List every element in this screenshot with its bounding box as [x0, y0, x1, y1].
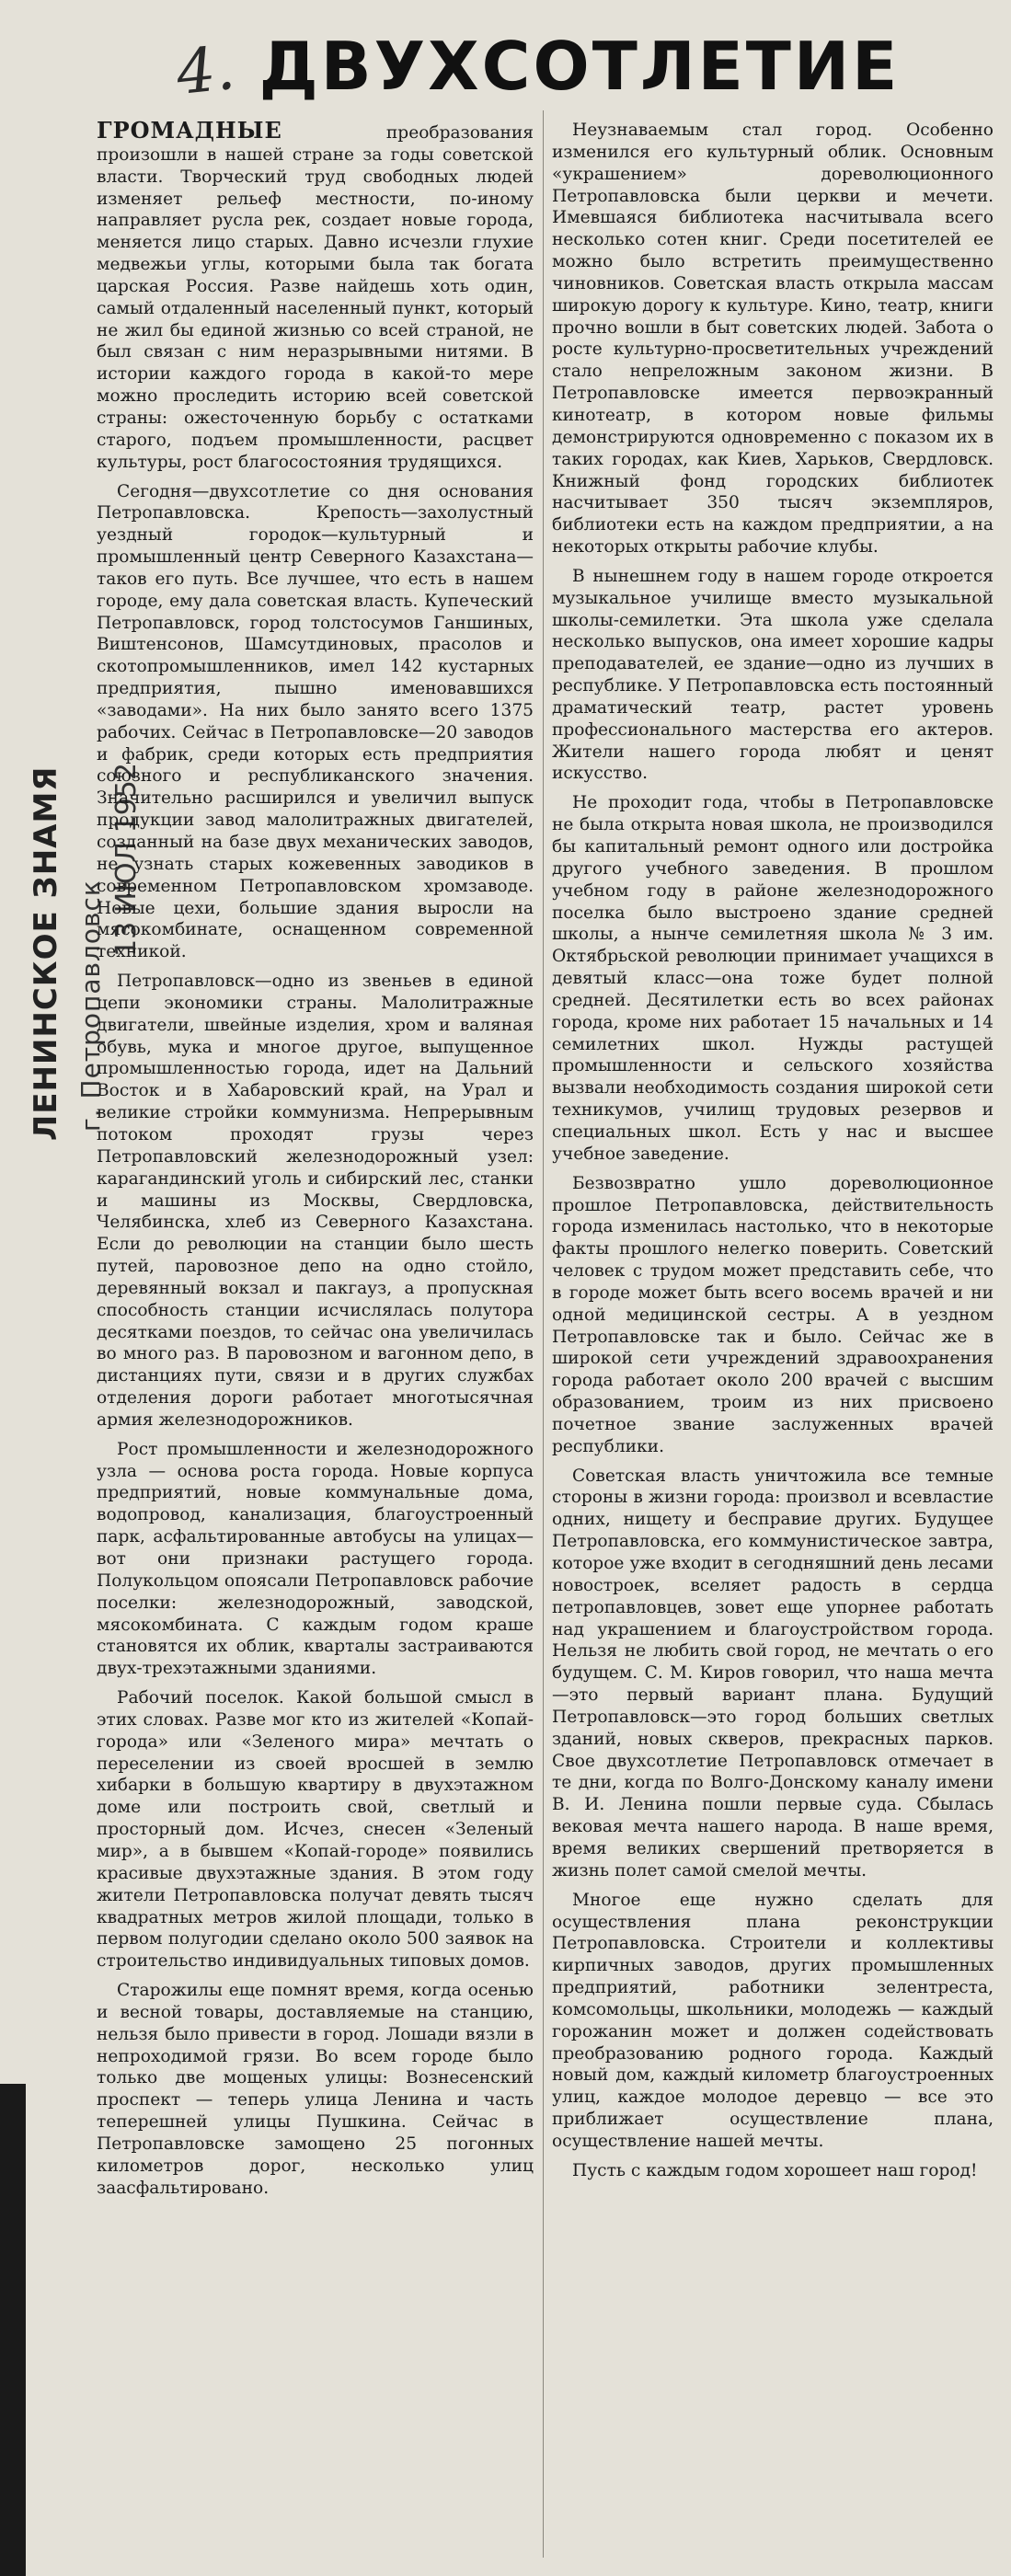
paragraph: Пусть с каждым годом хорошеет наш город!	[572, 2160, 978, 2180]
paragraph-text: преобразования произошли в нашей стране за годы советской власти. Творческий труд свободных людей изменяет рельеф местности, по-иному направляет русла рек, создает новые города, меняется лицо старых. Давно исчезли глухие медвежьи углы, которыми была так богата царская Россия. Разве найдешь хоть один, самый отдаленный населенный пункт, который не жил бы единой жизнью со всей страной, не был связан с ним неразрывными нитями. В истории каждого города в какой-то мере можно проследить историю всей советской страны: ожесточенную борьбу с остатками старого, подъем промышленности, расцвет культуры, рост благосостояния трудящихся.	[97, 123, 534, 472]
column-divider	[543, 110, 544, 2558]
article-column-left	[97, 117, 534, 2206]
stamp-date: 13 ИЮЛ 1952	[110, 763, 143, 957]
scan-edge-shadow	[0, 2084, 26, 2576]
paragraph: Не проходит года, чтобы в Петропавловске не была открыта новая школа, не производился бы капитальный ремонт одного или достройка другого учебного заведения. В прошлом учебном году в районе железнодорожного поселка было выстроено здание средней школы, а нынче семилетняя школа № 3 им. Октябрьской революции принимает учащихся в девятый класс—она тоже будет полной средней. Десятилетки есть во всех районах города, кроме них работает 15 начальных и 14 семилетних школ. Нужды растущей промышленности и сельского хозяйства вызвали необходимость создания широкой сети техникумов, училищ трудовых резервов и специальных школ. Есть у нас и высшее учебное заведение.	[552, 793, 994, 1164]
stamp-city: г. Петропавловск	[75, 880, 106, 1132]
article-column-right	[552, 120, 994, 2190]
stamp-newspaper-name: ЛЕНИНСКОЕ ЗНАМЯ	[28, 765, 64, 1141]
paragraph: Неузнаваемым стал город. Особенно изменился его культурный облик. Основным «украшением» дореволюционного Петропавловска были церкви и мечети. Имевшаяся библиотека насчитывала всего несколько сотен книг. Среди посетителей ее можно было встретить преимущественно чиновников. Советская власть открыла массам широкую дорогу к культуре. Кино, театр, книги прочно вошли в быт советских людей. Забота о росте культурно-просветительных учреждений стало непреложным законом жизни. В Петропавловске имеется первоэкранный кинотеатр, в котором новые фильмы демонстрируются одновременно с показом их в таких городах, как Киев, Харьков, Свердловск. Книжный фонд городских библиотек насчитывает 350 тысяч экземпляров, библиотеки есть на каждом предприятии, а на некоторых открыты рабочие клубы.	[552, 121, 994, 558]
lead-word: ГРОМАДНЫЕ	[97, 117, 282, 144]
article-title: ДВУХСОТЛЕТИЕ	[258, 28, 901, 105]
paragraph: Многое еще нужно сделать для осуществления плана реконструкции Петропавловска. Строители и коллективы кирпичных заводов, других промышленных предприятий, работники зелентреста, комсомольцы, школьники, молодежь — каждый горожанин может и должен содействовать преобразованию родного города. Каждый новый дом, каждый километр благоустроенных улиц, каждое молодое деревцо — все это приближает осуществление плана, осуществление нашей мечты.	[552, 1890, 994, 2151]
paragraph: Безвозвратно ушло дореволюционное прошлое Петропавловска, действительность города изменилась настолько, что в некоторые факты прошлого нелегко поверить. Советский человек с трудом может представить себе, что в городе может быть всего восемь врачей и ни одной медицинской сестры. А в уездном Петропавловске так и было. Сейчас же в широкой сети учреждений здравоохранения города работает около 200 врачей с высшим образованием, троим из них присвоено почетное звание заслуженных врачей республики.	[552, 1173, 994, 1456]
paragraph: Петропавловск—одно из звеньев в единой цепи экономики страны. Малолитражные двигатели, швейные изделия, хром и валяная обувь, мука и многое другое, выпущенное промышленностью города, идет на Дальний Восток и в Хабаровский край, на Урал и великие стройки коммунизма. Непрерывным потоком проходят грузы через Петропавловский железнодорожный узел: карагандинский уголь и сибирский лес, станки и машины из Москвы, Свердловска, Челябинска, хлеб из Северного Казахстана. Если до революции на станции было шесть путей, паровозное депо на одно стойло, деревянный вокзал и пакгауз, а пропускная способность станции исчислялась полутора десятками поездов, то сейчас она увеличилась во много раз. В паровозном и вагонном депо, в дистанциях пути, связи и в других службах отделения дороги работает многотысячная армия железнодорожников.	[97, 972, 534, 1430]
paragraph: В нынешнем году в нашем городе откроется музыкальное училище вместо музыкальной школы-семилетки. Эта школа уже сделала несколько выпусков, она имеет хорошие кадры преподавателей, ее здание—одно из лучших в республике. У Петропавловска есть постоянный драматический театр, растет уровень профессионального мастерства его актеров. Жители нашего города любят и ценят искусство.	[552, 566, 994, 784]
paragraph: Рост промышленности и железнодорожного узла — основа роста города. Новые корпуса предприятий, новые коммунальные дома, водопровод, канализация, благоустроенный парк, асфальтированные автобусы на улицах—вот они признаки растущего города. Полукольцом опоясали Петропавловск рабочие поселки: железнодорожный, заводской, мясокомбината. С каждым годом краше становятся их облик, кварталы застраиваются двух-трехэтажными зданиями.	[97, 1439, 534, 1679]
handwritten-number: 4.	[173, 31, 238, 109]
paragraph: Старожилы еще помнят время, когда осенью и весной товары, доставляемые на станцию, нельзя было привести в город. Лошади вязли в непроходимой грязи. Во всем городе было только две мощеных улицы: Вознесенский проспект — теперь улица Ленина и часть теперешней улицы Пушкина. Сейчас в Петропавловске замощено 25 погонных километров дорог, несколько улиц заасфальтировано.	[97, 1981, 534, 2198]
paragraph: Советская власть уничтожила все темные стороны в жизни города: произвол и всевластие одних, нищету и бесправие других. Будущее Петропавловска, его коммунистическое завтра, которое уже входит в сегодняшний день лесами новостроек, вселяет радость в сердца петропавловцев, зовет еще упорнее работать над украшением и благоустройством города. Нельзя не любить свой город, не мечтать о его будущем. С. М. Киров говорил, что наша мечта—это первый вариант плана. Будущий Петропавловск—это город больших светлых зданий, новых скверов, прекрасных парков. Свое двухсотлетие Петропавловск отмечает в те дни, когда по Волго-Донскому каналу имени В. И. Ленина пошли первые суда. Сбылась вековая мечта нашего народа. В наше время, время великих свершений претворяется в жизнь полет самой смелой мечты.	[552, 1466, 994, 1880]
paragraph: Рабочий поселок. Какой большой смысл в этих словах. Разве мог кто из жителей «Копай-города» или «Зеленого мира» мечтать о переселении из своей вросшей в землю хибарки в большую квартиру в двухэтажном доме или построить свой, светлый и просторный дом. Исчез, снесен «Зеленый мир», а в бывшем «Копай-городе» появились красивые двухэтажные здания. В этом году жители Петропавловска получат девять тысяч квадратных метров жилой площади, только в первом полугодии сделано около 500 заявок на строительство индивидуальных типовых домов.	[97, 1688, 534, 1972]
paragraph	[97, 117, 534, 474]
paragraph: Сегодня—двухсотлетие со дня основания Петропавловска. Крепость—захолустный уездный городок—культурный и промышленный центр Северного Казахстана—таков его путь. Все лучшее, что есть в нашем городе, ему дала советская власть. Купеческий Петропавловск, город толстосумов Ганшиных, Виштенсонов, Шамсутдиновых, прасолов и скотопромышленников, имел 142 кустарных предприятия, пышно именовавшихся «заводами». На них было занято всего 1375 рабочих. Сейчас в Петропавловске—20 заводов и фабрик, среди которых есть предприятия союзного и республиканского значения. Значительно расширился и увеличил выпуск продукции завод малолитражных двигателей, созданный на базе двух механических заводов, не узнать старых кожевенных заводиков в современном Петропавловском хромзаводе. Новые цехи, большие здания выросли на мясокомбинате, оснащенном современной техникой.	[97, 481, 534, 962]
